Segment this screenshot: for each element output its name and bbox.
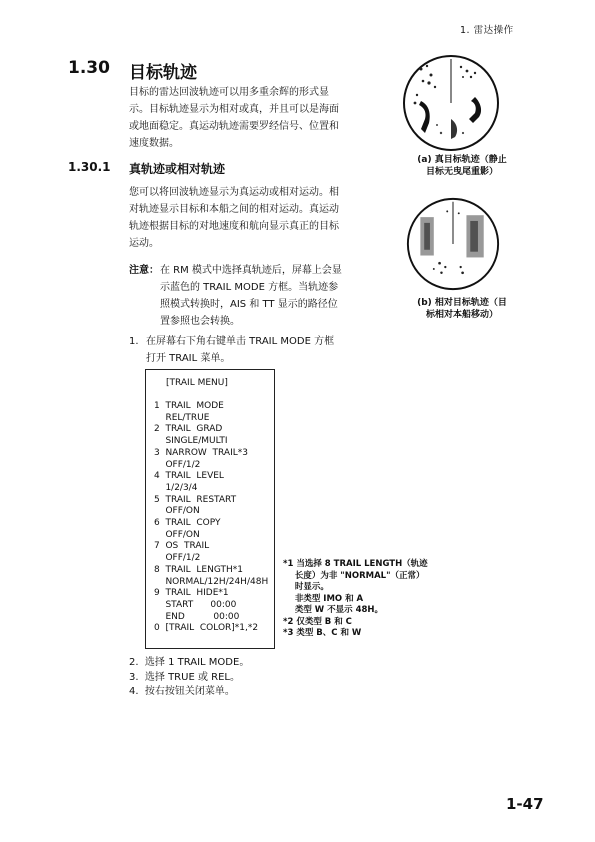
- menu-item: NORMAL/12H/24H/48H: [154, 576, 269, 587]
- step-line: 打开 TRAIL 菜单。: [146, 353, 231, 364]
- body-line: 对轨迹显示目标和本船之间的相对运动。真运动: [129, 204, 339, 215]
- menu-item: END 00:00: [154, 611, 240, 622]
- footnote-line: 时显示。: [283, 582, 329, 592]
- section-title: 目标轨迹: [129, 63, 197, 83]
- footnote-line: *2 仅类型 B 和 C: [283, 616, 352, 627]
- menu-item: 4 TRAIL LEVEL: [154, 471, 224, 482]
- intro-line: 或地面稳定。真运动轨迹需要罗经信号、位置和: [129, 121, 339, 132]
- note-line: 在 RM 模式中选择真轨迹后，屏幕上会显: [160, 265, 342, 276]
- menu-item: 0 [TRAIL COLOR]*1,*2: [154, 623, 259, 634]
- note-line: 置参照也会转换。: [160, 316, 240, 327]
- step-text: [146, 333, 382, 367]
- radar-true-trail-image: [401, 53, 501, 153]
- radar-relative-trail-image: [405, 196, 501, 292]
- intro-line: 示。目标轨迹显示为相对或真，并且可以是海面: [129, 104, 339, 115]
- menu-item: 1 TRAIL MODE: [154, 401, 224, 411]
- footnotes: [283, 559, 443, 640]
- figure-a-caption: [397, 154, 527, 178]
- subsection-title: 真轨迹或相对轨迹: [129, 162, 226, 176]
- page-number: 1-47: [506, 795, 544, 813]
- subsection-number: 1.30.1: [68, 160, 111, 174]
- footnote-line: 类型 W 不显示 48H。: [283, 605, 384, 615]
- intro-paragraph: [129, 84, 382, 152]
- note-label: 注意：: [129, 265, 159, 276]
- subsection-paragraph: [129, 184, 382, 252]
- menu-item: OFF/ON: [154, 529, 200, 540]
- caption-line: 标相对本船移动）: [425, 310, 498, 320]
- running-header: 1. 雷达操作: [460, 25, 514, 36]
- step-list: [129, 656, 249, 700]
- menu-item: OFF/1/2: [154, 459, 201, 470]
- section-number: 1.30: [68, 58, 110, 78]
- footnote-line: *1 当选择 8 TRAIL LENGTH（轨迹: [283, 559, 428, 569]
- step-line: 在屏幕右下角右键单击 TRAIL MODE 方框: [146, 336, 335, 347]
- body-line: 轨迹根据目标的对地速度和航向显示真正的目标: [129, 221, 339, 232]
- body-line: 您可以将回波轨迹显示为真运动或相对运动。相: [129, 187, 339, 198]
- step-item: 2. 选择 1 TRAIL MODE。: [129, 657, 250, 668]
- intro-line: 目标的雷达回波轨迹可以用多重余辉的形式显: [129, 87, 329, 98]
- menu-item: 9 TRAIL HIDE*1: [154, 588, 229, 599]
- intro-line: 速度数据。: [129, 138, 179, 149]
- caption-line: (a) 真目标轨迹（静止: [417, 155, 507, 165]
- menu-title: [TRAIL MENU]: [166, 378, 228, 388]
- menu-item: 7 OS TRAIL: [154, 541, 210, 552]
- footnote-line: 非类型 IMO 和 A: [283, 593, 364, 604]
- body-line: 运动。: [129, 238, 159, 249]
- menu-list: [154, 401, 268, 635]
- menu-item: OFF/1/2: [154, 553, 201, 564]
- menu-item: START 00:00: [154, 599, 237, 610]
- menu-item: OFF/ON: [154, 506, 200, 517]
- menu-item: REL/TRUE: [154, 412, 210, 423]
- menu-item: 8 TRAIL LENGTH*1: [154, 564, 243, 575]
- footnote-line: 长度）为非 "NORMAL"（正常）: [283, 570, 425, 581]
- menu-item: 1/2/3/4: [154, 482, 198, 493]
- note-line: 示蓝色的 TRAIL MODE 方框。当轨迹参: [160, 282, 339, 293]
- menu-item: 5 TRAIL RESTART: [154, 494, 237, 505]
- menu-item: SINGLE/MULTI: [154, 436, 228, 447]
- step-item: 3. 选择 TRUE 或 REL。: [129, 671, 240, 683]
- footnote-line: *3 类型 B、C 和 W: [283, 628, 362, 638]
- step-number: 1.: [129, 336, 139, 347]
- caption-line: 目标无曳尾重影）: [425, 167, 498, 177]
- step-item: 4. 按右按钮关闭菜单。: [129, 686, 235, 697]
- note-text: [160, 262, 382, 330]
- note-line: 照模式转换时，AIS 和 TT 显示的路径位: [160, 299, 338, 310]
- caption-line: (b) 相对目标轨迹（目: [417, 298, 507, 308]
- menu-item: 6 TRAIL COPY: [154, 518, 221, 529]
- menu-item: 2 TRAIL GRAD: [154, 424, 223, 435]
- menu-item: 3 NARROW TRAIL*3: [154, 447, 248, 458]
- figure-b-caption: [397, 297, 527, 321]
